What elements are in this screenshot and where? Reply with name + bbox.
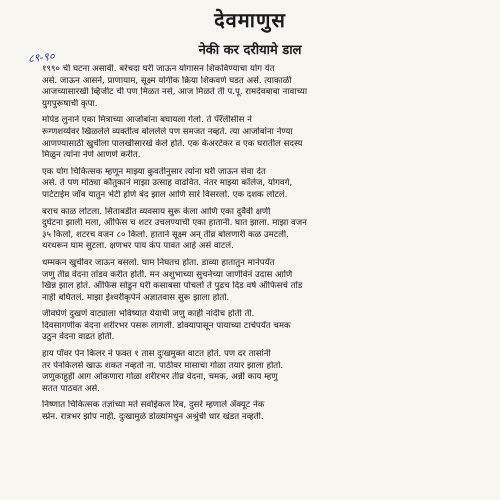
paragraph	[24, 115, 480, 161]
document-body	[24, 64, 480, 429]
handwritten-page-number: ८९-९०	[27, 49, 56, 66]
text-line: रूग्णशय्येवर खिळलेले व्यक्तीत्व बोललेले पण समजत नव्हते. त्या आजोबांना नेण्या	[42, 126, 293, 137]
text-line: निष्णात चिकित्सक तज्ञांच्या मते सर्वाईकल रिब, दुसरे म्हणाले ॲक्यूट नेक	[42, 400, 265, 411]
text-line: आणण्यासाठी खुर्चीला पालखीसारखे केले होते. एक केअरटेकर व एक घरातील सदस्य	[42, 138, 303, 149]
text-line: उठुन वेदना वाढत होती.	[42, 332, 115, 343]
text-line: आजच्यासारखी व्हिजीट ची पण मिळत नसे, आज मिळते ती प.पू. रामदेवबाबा नावाच्या	[42, 87, 308, 98]
text-line: नाही बघितलं. माझा ईश्वरीकृपेनं अज्ञातवास सुरू झाला होतो.	[42, 292, 230, 303]
paragraph	[24, 207, 480, 253]
text-line: असे. जाऊन आसने, प्राणायाम, सूक्ष्म योगीक क्रिया शिकवणे घडत असे. त्याकाळी	[42, 75, 292, 86]
text-line: असे. ते पण मोठ्या कौतुकानं माझा उत्साह वाढवित. नंतर माझ्या कॉलेज, योगवर्ग,	[42, 178, 293, 189]
text-line: तर पेनकिलर्स खाऊ शकत नव्हतो ना. पाठीवर मासाचा गोळा तयार झाला होतो.	[42, 360, 284, 371]
text-line: एक योग चिकित्सक म्हणून माझ्या कुवतीनुसार त्यांना घरी जाऊन सेवा देत	[42, 166, 266, 177]
text-line: जणु तीव्र वेदना तांडव करीत होती. मन अशुभाच्या सुचनेच्या जाणीवेनं उदास आणि	[42, 269, 293, 280]
paragraph	[24, 309, 480, 344]
text-line: ३५ किलो, शटरच वजन ८० किलो. हाताने सूक्ष्म अन् तीव्र बोलणारी कळ उमटली.	[42, 229, 289, 240]
paragraph	[24, 400, 480, 423]
text-line: हाय पॉवर पेन किलर ने फक्त १ तास दुःखमुक्त वाटत होतं. पण दर तासांनी	[42, 349, 271, 360]
paragraph	[24, 349, 480, 395]
text-line: सतत पाठवत असे.	[42, 383, 100, 394]
page-subtitle: नेकी कर दरीयामे डाल	[198, 43, 302, 58]
text-line: बराच काळ लोटला. सिताबर्डीत व्यवसाय सुरू केला आणि एका दुर्वैवी क्षणी	[42, 206, 271, 217]
text-line: मिळुन त्यांना नेणे आणणे करीत.	[42, 150, 141, 161]
paragraph	[24, 258, 480, 304]
text-line: दुर्घटना झाली मला, ऑफिस च शटर उचलण्याची एका हातानी. घात झाला. माझा वजन	[42, 218, 307, 229]
text-line: जीवघेणं दुखणं वाट्याला भविष्यात येयाची जणु काही नांदीच होती ती.	[42, 309, 255, 320]
text-line: युगपुरूषाची कृपा.	[42, 98, 98, 109]
text-line: स्प्रेन. रात्रभर झोप नाही. दुःखामुळे डोळ्यांमधुन अश्रुंची धार खंडत नव्हती.	[42, 412, 264, 423]
text-line: जणुकाहुही आग ओकणारा गोळा शरीरभर तीव्र वेदना, चमक, अन्नी काय म्हणु	[42, 372, 278, 383]
text-line: पार्टटाईम जॉब यातुन भेटी होणे बंद झाल आणि सारं विसरलो. एक दशक लोटलं.	[42, 189, 288, 200]
page-title: देवमाणुस	[214, 8, 286, 32]
paragraph	[24, 167, 480, 202]
text-line: दिवसागणीक वेदना शरीरभर पसरू लागली. डोक्यापासून पायाच्या टाचेपर्यंत चमक	[42, 320, 291, 331]
text-line: मोपेड लुनाने एका मित्राच्या आजोबांना बघायला गेलो. ते पॅरॅलीसीस ने	[42, 115, 252, 126]
text-line: थरथरून घाम सुटला. क्षणभर पाय कंप पावत आहे असं वाटलं.	[42, 241, 234, 252]
paragraph	[24, 64, 480, 110]
text-line: १९९० ची घटना असावी. बरेचदा घरी जाऊन योगासन शिकविण्याचा योग येत	[42, 64, 275, 74]
text-line: खिन्न झाल होतं. ऑफिस सोडुन घरी कसाबसा पोचलो ते पुढच दिड वर्ष ऑफिसचं तोंड	[42, 281, 303, 292]
text-line: धम्मकन खुर्चीवर जाऊन बसलो. घाम निघतच होता. डाव्या हातातुन मानेपर्यंत	[42, 257, 275, 268]
